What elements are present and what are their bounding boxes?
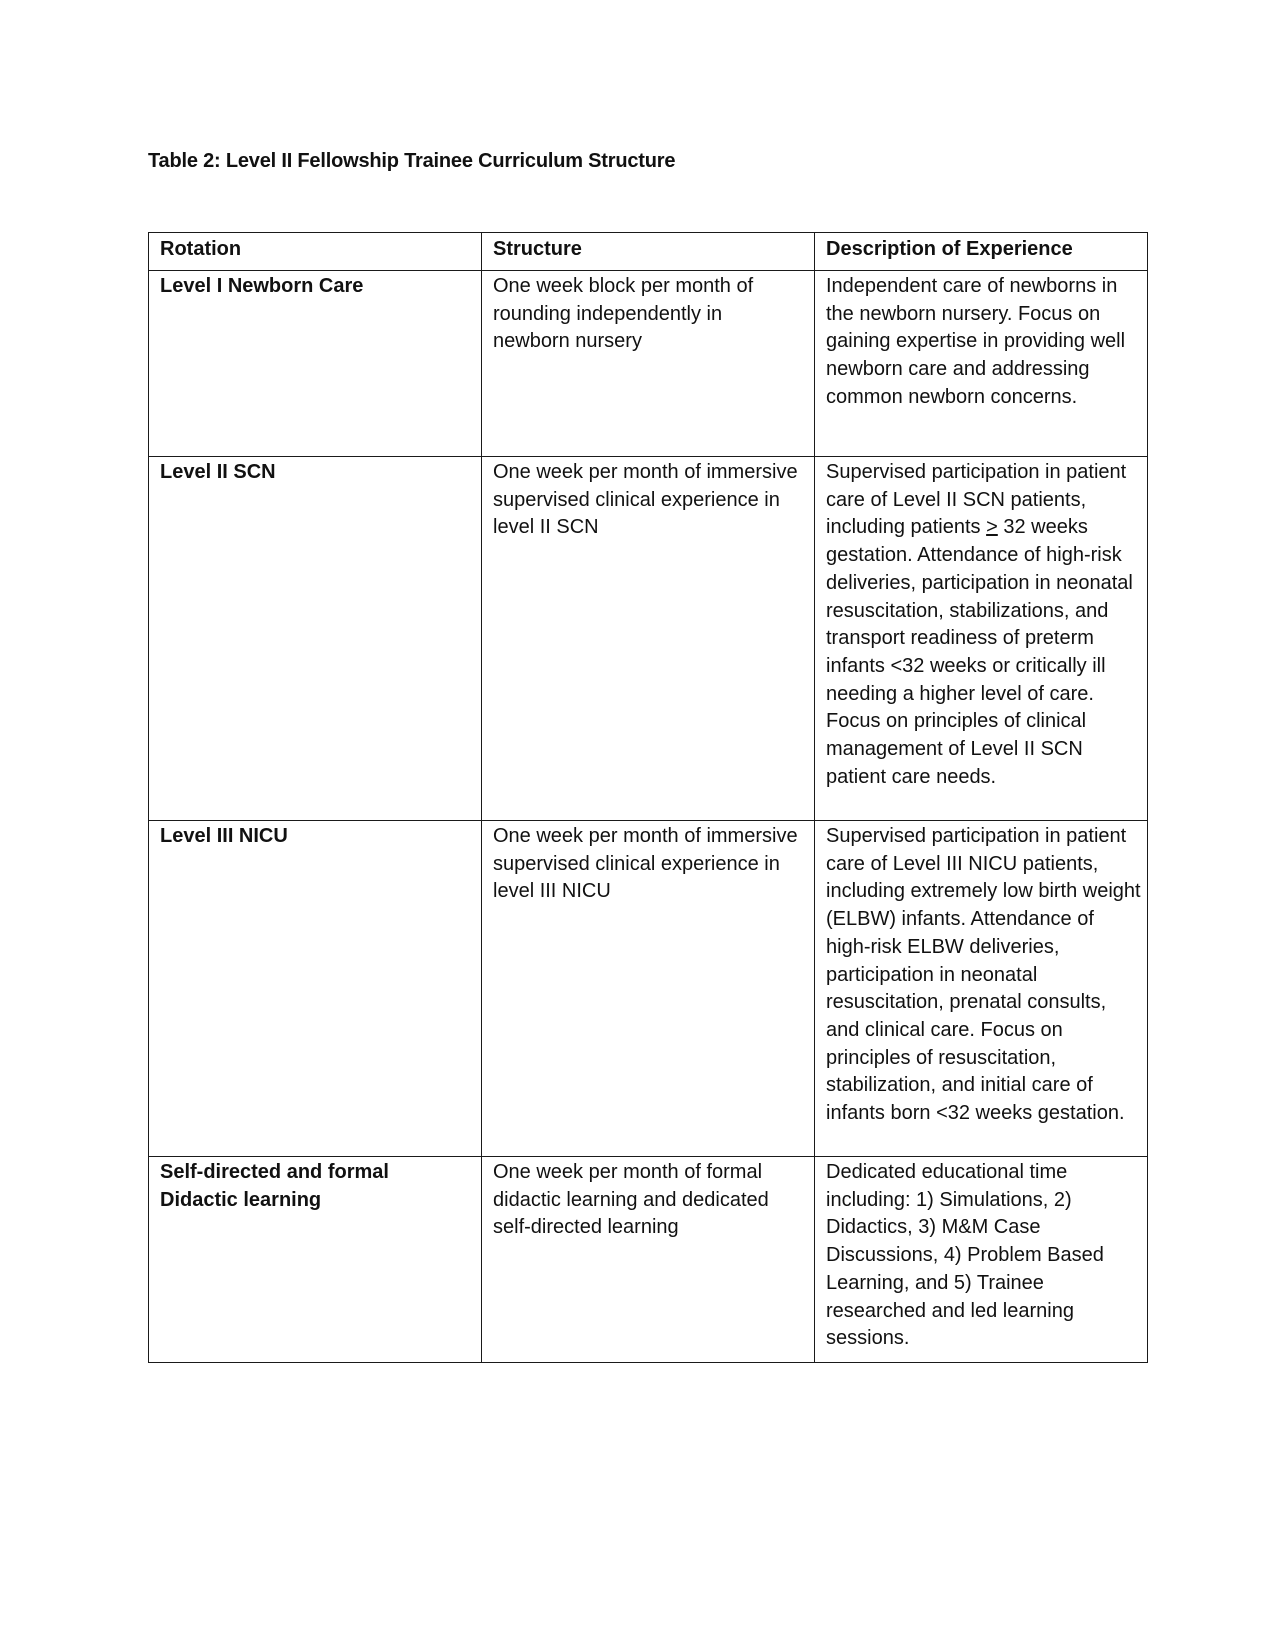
rotation-cell: Self-directed and formal Didactic learning — [149, 1157, 482, 1363]
structure-cell: One week per month of immersive supervised clinical experience in level II SCN — [482, 457, 815, 821]
description-cell — [815, 457, 1148, 821]
description-text-start: Supervised participation in patient care of Level II SCN patients, including patients — [826, 461, 1127, 539]
rotation-cell: Level III NICU — [149, 821, 482, 1157]
curriculum-table — [148, 232, 1148, 1363]
rotation-cell: Level I Newborn Care — [149, 271, 482, 457]
table-header-row — [149, 233, 1148, 271]
structure-cell: One week block per month of rounding independently in newborn nursery — [482, 271, 815, 457]
table-row — [149, 1157, 1148, 1363]
description-cell: Dedicated educational time including: 1) Simulations, 2) Didactics, 3) M&M Case Discussions, 4) Problem Based Learning, and 5) Trainee researched and led learning sessions. — [815, 1157, 1148, 1363]
table-row — [149, 271, 1148, 457]
rotation-cell: Level II SCN — [149, 457, 482, 821]
structure-cell: One week per month of immersive supervised clinical experience in level III NICU — [482, 821, 815, 1157]
column-header-rotation: Rotation — [149, 233, 482, 271]
column-header-description: Description of Experience — [815, 233, 1148, 271]
description-cell: Independent care of newborns in the newborn nursery. Focus on gaining expertise in providing well newborn care and addressing common newborn concerns. — [815, 271, 1148, 457]
column-header-structure: Structure — [482, 233, 815, 271]
greater-equal-symbol: > — [986, 516, 998, 539]
table-row — [149, 457, 1148, 821]
description-cell: Supervised participation in patient care of Level III NICU patients, including extremely low birth weight (ELBW) infants. Attendance of high-risk ELBW deliveries, participation in neonatal resuscitation, prenatal consults, and clinical care. Focus on principles of resuscitation, stabilization, and initial care of infants born <32 weeks gestation. — [815, 821, 1148, 1157]
table-title: Table 2: Level II Fellowship Trainee Curriculum Structure — [148, 150, 676, 172]
table-row — [149, 821, 1148, 1157]
structure-cell: One week per month of formal didactic learning and dedicated self-directed learning — [482, 1157, 815, 1363]
description-text-end: 32 weeks gestation. Attendance of high-risk deliveries, participation in neonatal resuscitation, stabilizations, and transport readiness of preterm infants <32 weeks or critically ill needing a higher level of care. Focus on principles of clinical management of Level II SCN patient care needs. — [826, 516, 1133, 788]
